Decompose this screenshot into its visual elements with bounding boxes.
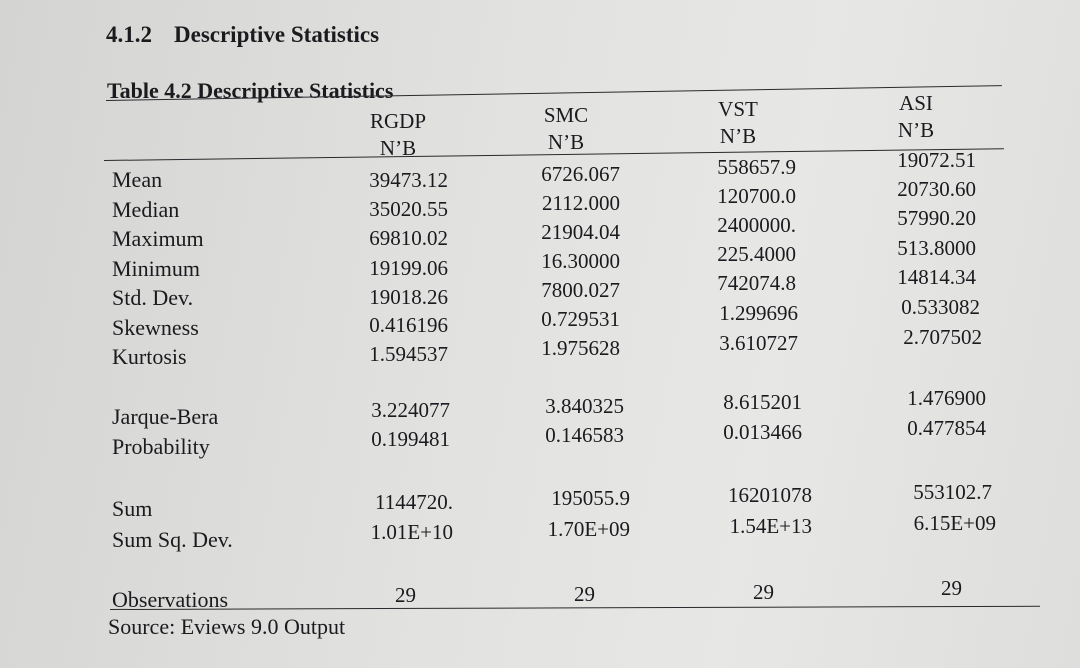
row-label-sum-sq-dev: Sum Sq. Dev.: [112, 527, 233, 552]
row-label-sum: Sum: [112, 496, 153, 521]
table-cell: 16.30000: [541, 249, 620, 273]
table-cell: 1.01E+10: [370, 520, 453, 544]
table-cell: 14814.34: [897, 265, 976, 289]
table-cell: 225.4000: [717, 242, 796, 266]
row-label-minimum: Minimum: [112, 256, 201, 281]
row-label-median: Median: [112, 197, 180, 222]
row-label-skewness: Skewness: [112, 315, 199, 340]
column-name: ASI: [899, 91, 933, 115]
table-cell: 8.615201: [723, 390, 802, 414]
table-cell: 0.146583: [545, 423, 624, 447]
column-name: RGDP: [369, 109, 427, 133]
table-cell: 19199.06: [369, 256, 448, 280]
column-unit: N’B: [719, 124, 757, 148]
table-cell: 19072.51: [897, 148, 976, 172]
table-cell: 1144720.: [375, 490, 453, 514]
table-cell: 7800.027: [541, 278, 620, 302]
table-cell: 57990.20: [897, 206, 976, 230]
table-cell: 1.476900: [907, 386, 986, 410]
table-cell: 35020.55: [369, 197, 448, 221]
table-cell: 29: [574, 582, 595, 606]
table-caption: Table 4.2 Descriptive Statistics: [107, 78, 394, 103]
table-cell: 6726.067: [541, 162, 620, 186]
table-cell: 16201078: [728, 483, 812, 507]
table-cell: 0.416196: [369, 313, 448, 337]
table-cell: 29: [395, 583, 416, 607]
section-number: 4.1.2: [106, 22, 152, 47]
table-cell: 69810.02: [369, 226, 448, 250]
table-cell: 0.477854: [907, 416, 986, 440]
table-cell: 1.54E+13: [729, 514, 812, 538]
column-header-rgdp: [350, 108, 446, 162]
column-header-vst: [690, 96, 786, 150]
column-name: SMC: [543, 103, 589, 127]
column-unit: N’B: [379, 136, 417, 160]
table-cell: 3.840325: [545, 394, 624, 418]
column-header-asi: [868, 90, 964, 144]
table-cell: 0.729531: [541, 307, 620, 331]
table-cell: 1.70E+09: [547, 517, 630, 541]
table-cell: 6.15E+09: [913, 511, 996, 535]
table-cell: 0.199481: [371, 427, 450, 451]
table-cell: 513.8000: [897, 236, 976, 260]
row-label-mean: Mean: [112, 167, 163, 192]
table-cell: 0.533082: [901, 295, 980, 319]
table-cell: 195055.9: [551, 486, 630, 510]
table-cell: 742074.8: [717, 271, 796, 295]
table-cell: 120700.0: [717, 184, 796, 208]
table-cell: 2.707502: [903, 325, 982, 349]
row-label-probability: Probability: [112, 434, 210, 459]
row-label-observations: Observations: [112, 587, 229, 612]
table-cell: 29: [941, 576, 962, 600]
column-unit: N’B: [897, 118, 935, 142]
column-header-smc: [518, 102, 614, 156]
table-cell: 20730.60: [897, 177, 976, 201]
table-cell: 3.610727: [719, 331, 798, 355]
table-cell: 29: [753, 580, 774, 604]
table-cell: 39473.12: [369, 168, 448, 192]
row-label-kurtosis: Kurtosis: [112, 344, 187, 369]
section-title: Descriptive Statistics: [174, 22, 380, 47]
table-cell: 1.299696: [719, 301, 798, 325]
row-label-std-dev: Std. Dev.: [112, 285, 194, 310]
table-source-note: Source: Eviews 9.0 Output: [108, 614, 346, 639]
table-cell: 21904.04: [541, 220, 620, 244]
section-heading: [106, 22, 379, 48]
table-cell: 2112.000: [542, 191, 620, 215]
table-cell: 0.013466: [723, 420, 802, 444]
row-label-jarque-bera: Jarque-Bera: [112, 404, 219, 429]
row-label-maximum: Maximum: [112, 226, 204, 251]
table-cell: 558657.9: [717, 155, 796, 179]
column-name: VST: [718, 97, 758, 121]
table-cell: 19018.26: [369, 285, 448, 309]
table-cell: 3.224077: [371, 398, 450, 422]
table-cell: 1.594537: [369, 342, 448, 366]
table-cell: 553102.7: [913, 480, 992, 504]
table-cell: 2400000.: [717, 213, 796, 237]
table-cell: 1.975628: [541, 336, 620, 360]
column-unit: N’B: [547, 130, 585, 154]
